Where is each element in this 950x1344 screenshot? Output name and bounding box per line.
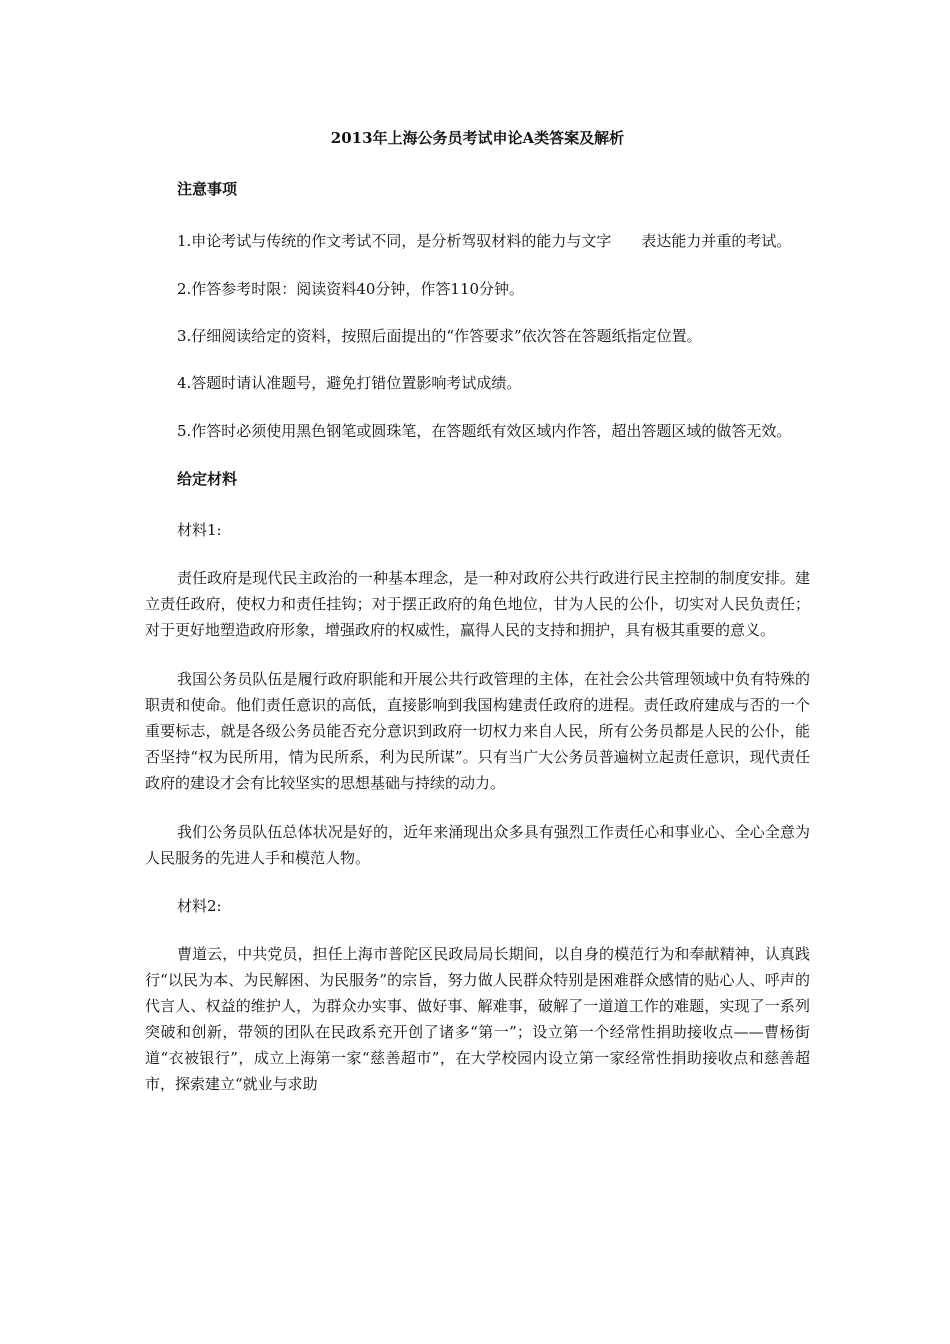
document-page xyxy=(145,126,810,1120)
materials-heading: 给定材料 xyxy=(177,470,238,488)
document-title: 2013年上海公务员考试申论A类答案及解析 xyxy=(330,129,625,147)
notice-heading: 注意事项 xyxy=(177,180,238,198)
notice-item-5: 5.作答时必须使用黑色钢笔或圆珠笔，在答题纸有效区域内作答，超出答题区域的做答无效。 xyxy=(177,422,792,440)
notice-item-3: 3.仔细阅读给定的资料，按照后面提出的“作答要求”依次答在答题纸指定位置。 xyxy=(177,327,702,345)
material-1-paragraph-2: 我国公务员队伍是履行政府职能和开展公共行政管理的主体，在社会公共管理领域中负有特殊的职责和使命。他们责任意识的高低，直接影响到我国构建责任政府的进程。责任政府建成与否的一个重要标志，就是各级公务员能否充分意识到政府一切权力来自人民，所有公务员都是人民的公仆，能否坚持“权为民所用，情为民所系，利为民所谋”。只有当广大公务员普遍树立起责任意识，现代责任政府的建设才会有比较坚实的思想基础与持续的动力。 xyxy=(145,670,810,792)
material-1-label: 材料1: xyxy=(177,521,222,539)
material-2-paragraph-1: 曹道云，中共党员，担任上海市普陀区民政局局长期间，以自身的模范行为和奉献精神，认真践行“以民为本、为民解困、为民服务”的宗旨，努力做人民群众特别是困难群众感情的贴心人、呼声的代言人、权益的维护人，为群众办实事、做好事、解难事，破解了一道道工作的难题，实现了一系列突破和创新，带领的团队在民政系充开创了诸多“第一”；设立第一个经常性捐助接收点——曹杨街道“衣被银行”，成立上海第一家“慈善超市”，在大学校园内设立第一家经常性捐助接收点和慈善超市，探索建立“就业与求助 xyxy=(145,945,810,1093)
notice-item-1: 1.申论考试与传统的作文考试不同，是分析驾驭材料的能力与文字 表达能力并重的考试。 xyxy=(177,232,792,250)
material-1-paragraph-1: 责任政府是现代民主政治的一种基本理念，是一种对政府公共行政进行民主控制的制度安排。建立责任政府，使权力和责任挂钩；对于摆正政府的角色地位，甘为人民的公仆，切实对人民负责任；对于更好地塑造政府形象，增强政府的权威性，赢得人民的支持和拥护，具有极其重要的意义。 xyxy=(145,569,810,639)
material-2-label: 材料2: xyxy=(177,897,222,915)
material-1-paragraph-3: 我们公务员队伍总体状况是好的，近年来涌现出众多具有强烈工作责任心和事业心、全心全意为人民服务的先进人手和模范人物。 xyxy=(145,823,810,867)
notice-item-4: 4.答题时请认准题号，避免打错位置影响考试成绩。 xyxy=(177,374,522,392)
notice-item-2: 2.作答参考时限：阅读资料40分钟，作答110分钟。 xyxy=(177,280,525,298)
